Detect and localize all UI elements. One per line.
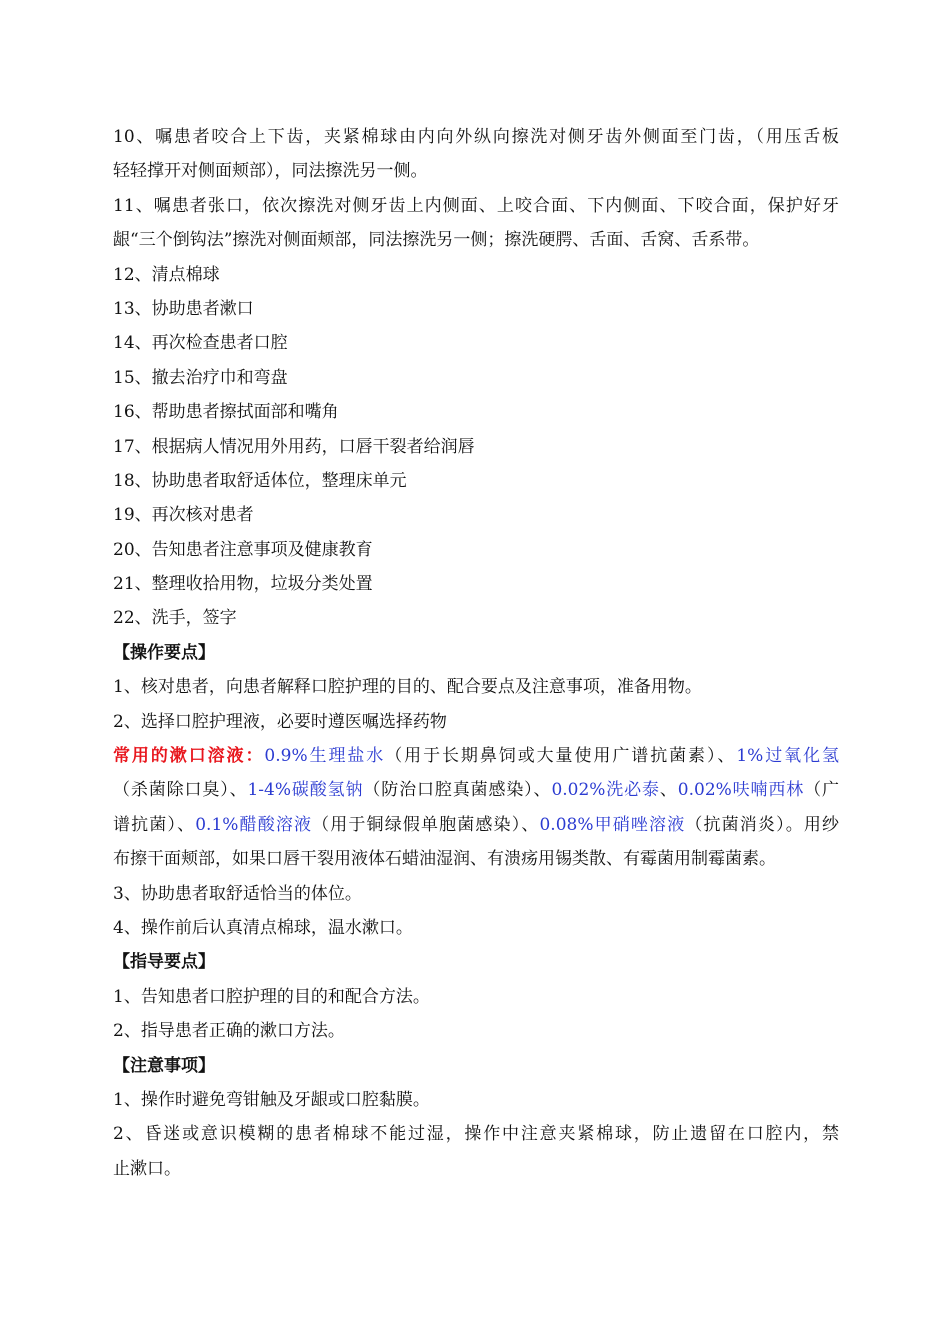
- step-15: 15、撤去治疗巾和弯盘: [113, 367, 288, 388]
- guidance-points-heading: 【指导要点】: [113, 952, 215, 973]
- mouthwash-line-4: 布擦干面颊部，如果口唇干裂用液体石蜡油湿润、有溃疡用锡类散、有霉菌用制霉菌素。: [113, 849, 776, 870]
- step-19: 19、再次核对患者: [113, 505, 254, 526]
- solution-peroxide: 1%过氧化氢: [736, 746, 839, 767]
- solution-chlorhexidine: 0.02%洗必泰: [551, 780, 660, 801]
- step-14: 14、再次检查患者口腔: [113, 333, 288, 354]
- solution-nitrofurazone-note-b: 谱抗菌）、: [113, 814, 196, 835]
- step-11-line-1: 11、嘱患者张口，依次擦洗对侧牙齿上内侧面、上咬合面、下内侧面、下咬合面，保护好牙: [113, 195, 839, 216]
- step-10-line-1: 10、嘱患者咬合上下齿，夹紧棉球由内向外纵向擦洗对侧牙齿外侧面至门齿，（用压舌板: [113, 127, 839, 147]
- solution-peroxide-note: （杀菌除口臭）、: [113, 780, 248, 801]
- operation-point-1: 1、核对患者，向患者解释口腔护理的目的、配合要点及注意事项，准备用物。: [113, 677, 702, 698]
- step-22: 22、洗手，签字: [113, 608, 237, 629]
- note-2-line-1: 2、昏迷或意识模糊的患者棉球不能过湿，操作中注意夹紧棉球，防止遗留在口腔内，禁: [113, 1124, 839, 1145]
- solution-nitrofurazone-note-a: （广: [804, 780, 840, 801]
- note-2-line-2: 止漱口。: [113, 1158, 181, 1179]
- mouthwash-label: 常用的漱口溶液：: [113, 746, 265, 767]
- step-21: 21、整理收拾用物，垃圾分类处置: [113, 574, 373, 595]
- guidance-point-2: 2、指导患者正确的漱口方法。: [113, 1021, 345, 1042]
- step-13: 13、协助患者漱口: [113, 298, 254, 319]
- operation-point-3: 3、协助患者取舒适恰当的体位。: [113, 883, 362, 904]
- guidance-point-1: 1、告知患者口腔护理的目的和配合方法。: [113, 986, 430, 1007]
- solution-bicarbonate-note: （防治口腔真菌感染）、: [363, 780, 552, 801]
- solution-separator: 、: [659, 780, 678, 801]
- mouthwash-line-1: [113, 739, 839, 773]
- mouthwash-line-3: [113, 808, 839, 842]
- operation-points-heading: 【操作要点】: [113, 642, 215, 663]
- solution-metronidazole-note: （抗菌消炎）。用纱: [685, 814, 840, 835]
- step-17: 17、根据病人情况用外用药，口唇干裂者给润唇: [113, 436, 475, 457]
- step-16: 16、帮助患者擦拭面部和嘴角: [113, 402, 339, 423]
- notes-heading: 【注意事项】: [113, 1055, 215, 1076]
- step-10-line-2: 轻轻撑开对侧面颊部），同法擦洗另一侧。: [113, 161, 428, 182]
- solution-bicarbonate: 1-4%碳酸氢钠: [247, 780, 364, 801]
- solution-nitrofurazone: 0.02%呋喃西林: [677, 780, 805, 801]
- step-12: 12、清点棉球: [113, 264, 220, 285]
- operation-point-4: 4、操作前后认真清点棉球，温水漱口。: [113, 917, 413, 938]
- note-1: 1、操作时避免弯钳触及牙龈或口腔黏膜。: [113, 1089, 430, 1110]
- solution-metronidazole: 0.08%甲硝唑溶液: [539, 814, 686, 835]
- step-11-line-2: 龈“三个倒钩法”擦洗对侧面颊部，同法擦洗另一侧；擦洗硬腭、舌面、舌窝、舌系带。: [113, 230, 760, 251]
- step-18: 18、协助患者取舒适体位，整理床单元: [113, 470, 407, 491]
- document-body: [113, 120, 839, 1186]
- operation-point-2: 2、选择口腔护理液，必要时遵医嘱选择药物: [113, 711, 447, 732]
- mouthwash-line-2: [113, 773, 839, 807]
- step-20: 20、告知患者注意事项及健康教育: [113, 539, 373, 560]
- solution-acetic-acid-note: （用于铜绿假单胞菌感染）、: [312, 814, 540, 835]
- solution-saline-note: （用于长期鼻饲或大量使用广谱抗菌素）、: [385, 746, 737, 767]
- solution-saline: 0.9%生理盐水: [264, 746, 386, 767]
- solution-acetic-acid: 0.1%醋酸溶液: [195, 814, 313, 835]
